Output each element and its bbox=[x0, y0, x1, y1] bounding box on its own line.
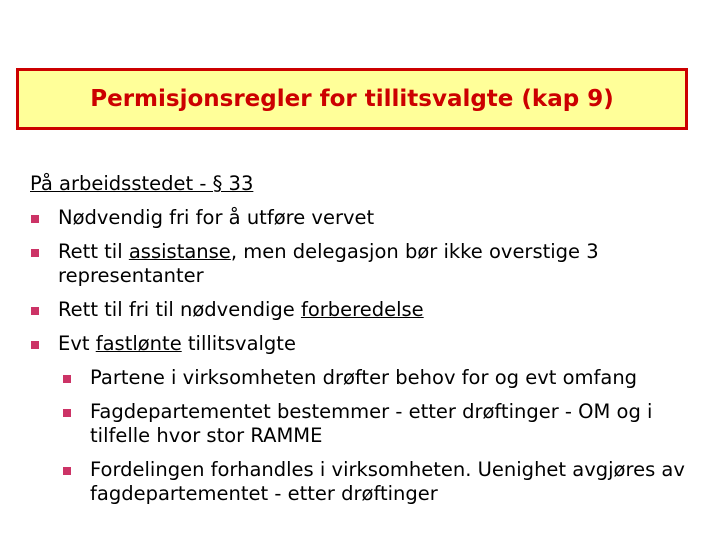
section-heading: På arbeidsstedet - § 33 bbox=[30, 172, 254, 195]
item-text-post: , men delegasjon bør ikke overstige 3 representanter bbox=[58, 240, 599, 287]
item-text-pre: Rett til fri til nødvendige bbox=[58, 298, 301, 321]
square-bullet-icon bbox=[31, 215, 39, 223]
item-text-pre: Evt bbox=[58, 332, 96, 355]
page-title: Permisjonsregler for tillitsvalgte (kap 9) bbox=[90, 86, 614, 112]
item-text-underlined: forberedelse bbox=[300, 298, 424, 321]
subitem-text: Fordelingen forhandles i virksomheten. Uenighet avgjøres av fagdepartementet - etter drøftinger bbox=[90, 458, 685, 505]
square-bullet-icon bbox=[31, 307, 39, 315]
list-item bbox=[30, 332, 710, 356]
sub-list-item bbox=[62, 458, 710, 506]
list-item bbox=[30, 206, 710, 230]
item-text: Nødvendig fri for å utføre vervet bbox=[58, 206, 375, 229]
sub-list-item bbox=[62, 366, 710, 390]
subitem-text: Fagdepartementet bestemmer - etter drøftinger - OM og i tilfelle hvor stor RAMME bbox=[90, 400, 653, 447]
square-bullet-icon bbox=[63, 375, 71, 383]
sub-list-item bbox=[62, 400, 710, 448]
item-text-underlined: assistanse bbox=[128, 240, 231, 263]
title-box bbox=[16, 68, 688, 130]
item-text-pre: Rett til bbox=[58, 240, 129, 263]
square-bullet-icon bbox=[63, 409, 71, 417]
subitem-text: Partene i virksomheten drøfter behov for og evt omfang bbox=[90, 366, 638, 389]
list-item bbox=[30, 240, 710, 288]
list-item bbox=[30, 298, 710, 322]
item-text-post: tillitsvalgte bbox=[181, 332, 296, 355]
item-text-underlined: fastlønte bbox=[95, 332, 182, 355]
square-bullet-icon bbox=[63, 467, 71, 475]
square-bullet-icon bbox=[31, 249, 39, 257]
square-bullet-icon bbox=[31, 341, 39, 349]
slide-content bbox=[30, 172, 710, 516]
